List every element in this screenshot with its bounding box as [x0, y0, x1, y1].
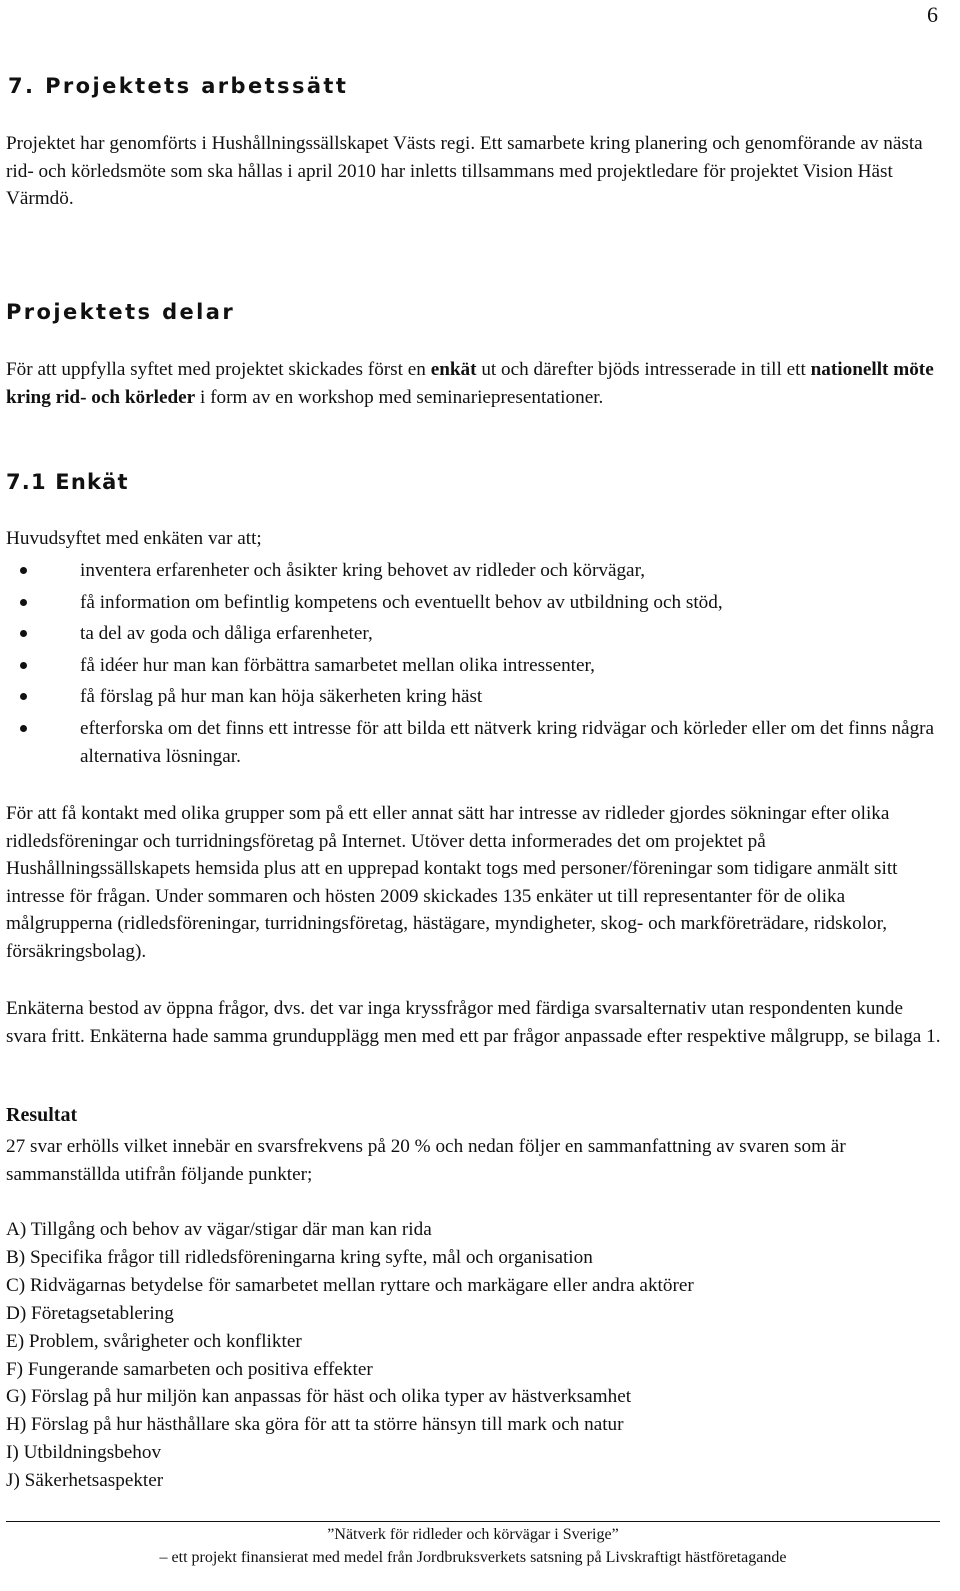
list-item: D) Företagsetablering [6, 1302, 174, 1324]
intro-paragraph: Projektet har genomförts i Hushållningssällskapet Västs regi. Ett samarbete kring planering och genomförande av nästa rid- och körledsmöte som ska hållas i april 2010 har inletts tillsammans med projektledare för projektet Vision Häst Värmdö. [6, 133, 923, 210]
list-item: C) Ridvägarnas betydelse för samarbetet mellan ryttare och markägare eller andra aktörer [6, 1274, 694, 1296]
list-item: J) Säkerhetsaspekter [6, 1470, 164, 1492]
parts-heading: Projektets delar [6, 300, 236, 324]
result-heading: Resultat [6, 1104, 78, 1126]
list-item-text: få förslag på hur man kan höja säkerheten kring häst [80, 686, 483, 708]
page-number: 6 [927, 2, 938, 27]
contact-paragraph: För att få kontakt med olika grupper som på ett eller annat sätt har intresse av ridleder gjordes sökningar efter olika ridledsföreningar och turridningsföretag på Internet. Utöver detta informerades det om projektet på Hushållningssällskapets hemsida plus att en upprepad kontakt togs med personer/föreningar som tidigare anmält sitt intresse för frågan. Under sommaren och hösten 2009 skickades 135 enkäter ut till representanter för de olika målgrupperna (ridledsföreningar, turridningsföretag, hästägare, myndigheter, skog- och markföreträdare, ridskolor, försäkringsbolag). [6, 803, 898, 962]
bullet-icon [20, 599, 27, 606]
parts-text-3: i form av en workshop med seminariepresentationer. [195, 386, 604, 408]
list-item: H) Förslag på hur hästhållare ska göra för att ta större hänsyn till mark och natur [6, 1414, 624, 1436]
footer-divider [6, 1521, 940, 1522]
list-item-text: få idéer hur man kan förbättra samarbetet mellan olika intressenter, [80, 654, 595, 676]
list-item-text: få information om befintlig kompetens och eventuellt behov av utbildning och stöd, [80, 591, 723, 613]
bullet-icon [20, 725, 27, 732]
list-item: I) Utbildningsbehov [6, 1442, 162, 1464]
list-item [6, 652, 941, 680]
summary-points-list [6, 1216, 694, 1495]
list-item: B) Specifika frågor till ridledsföreningarna kring syfte, mål och organisation [6, 1246, 593, 1268]
list-item [6, 620, 941, 648]
list-item: G) Förslag på hur miljön kan anpassas för häst och olika typer av hästverksamhet [6, 1386, 632, 1408]
list-item [6, 557, 941, 585]
list-item: E) Problem, svårigheter och konflikter [6, 1330, 302, 1352]
list-item [6, 683, 941, 711]
purpose-list [6, 557, 941, 774]
format-paragraph: Enkäterna bestod av öppna frågor, dvs. det var inga kryssfrågor med färdiga svarsalternativ utan respondenten kunde svara fritt. Enkäterna hade samma grundupplägg men med ett par frågor anpassade efter respektive målgrupp, se bilaga 1. [6, 998, 941, 1047]
result-paragraph: 27 svar erhölls vilket innebär en svarsfrekvens på 20 % och nedan följer en sammanfattning av svaren som är sammanställda utifrån följande punkter; [6, 1136, 846, 1185]
parts-bold-meeting: nationellt möte kring rid- och körleder [6, 359, 934, 408]
list-item-text: efterforska om det finns ett intresse för att bilda ett nätverk kring ridvägar och körleder eller om det finns några alternativa lösningar. [80, 717, 935, 767]
section-heading: 7. Projektets arbetssätt [8, 74, 349, 98]
parts-text-2: ut och därefter bjöds intresserade in till ett [476, 359, 811, 380]
parts-text-1: För att uppfylla syftet med projektet skickades först en [6, 359, 431, 380]
list-item [6, 715, 941, 770]
bullet-icon [20, 693, 27, 700]
list-item: A) Tillgång och behov av vägar/stigar där man kan rida [6, 1219, 432, 1240]
list-item-text: ta del av goda och dåliga erfarenheter, [80, 623, 373, 645]
bullet-icon [20, 630, 27, 637]
bullet-icon [20, 662, 27, 669]
parts-bold-survey: enkät [430, 359, 477, 380]
footer-subtitle: – ett projekt finansierat med medel från Jordbruksverkets satsning på Livskraftigt hästföretagande [159, 1549, 787, 1566]
bullet-icon [20, 567, 27, 574]
parts-paragraph [6, 356, 941, 411]
list-item [6, 589, 941, 617]
survey-heading: 7.1 Enkät [6, 470, 129, 494]
list-item: F) Fungerande samarbeten och positiva effekter [6, 1358, 373, 1380]
list-item-text: inventera erfarenheter och åsikter kring behovet av ridleder och körvägar, [80, 560, 645, 581]
footer-title: ”Nätverk för ridleder och körvägar i Sverige” [327, 1526, 619, 1543]
survey-lead: Huvudsyftet med enkäten var att; [6, 528, 262, 549]
